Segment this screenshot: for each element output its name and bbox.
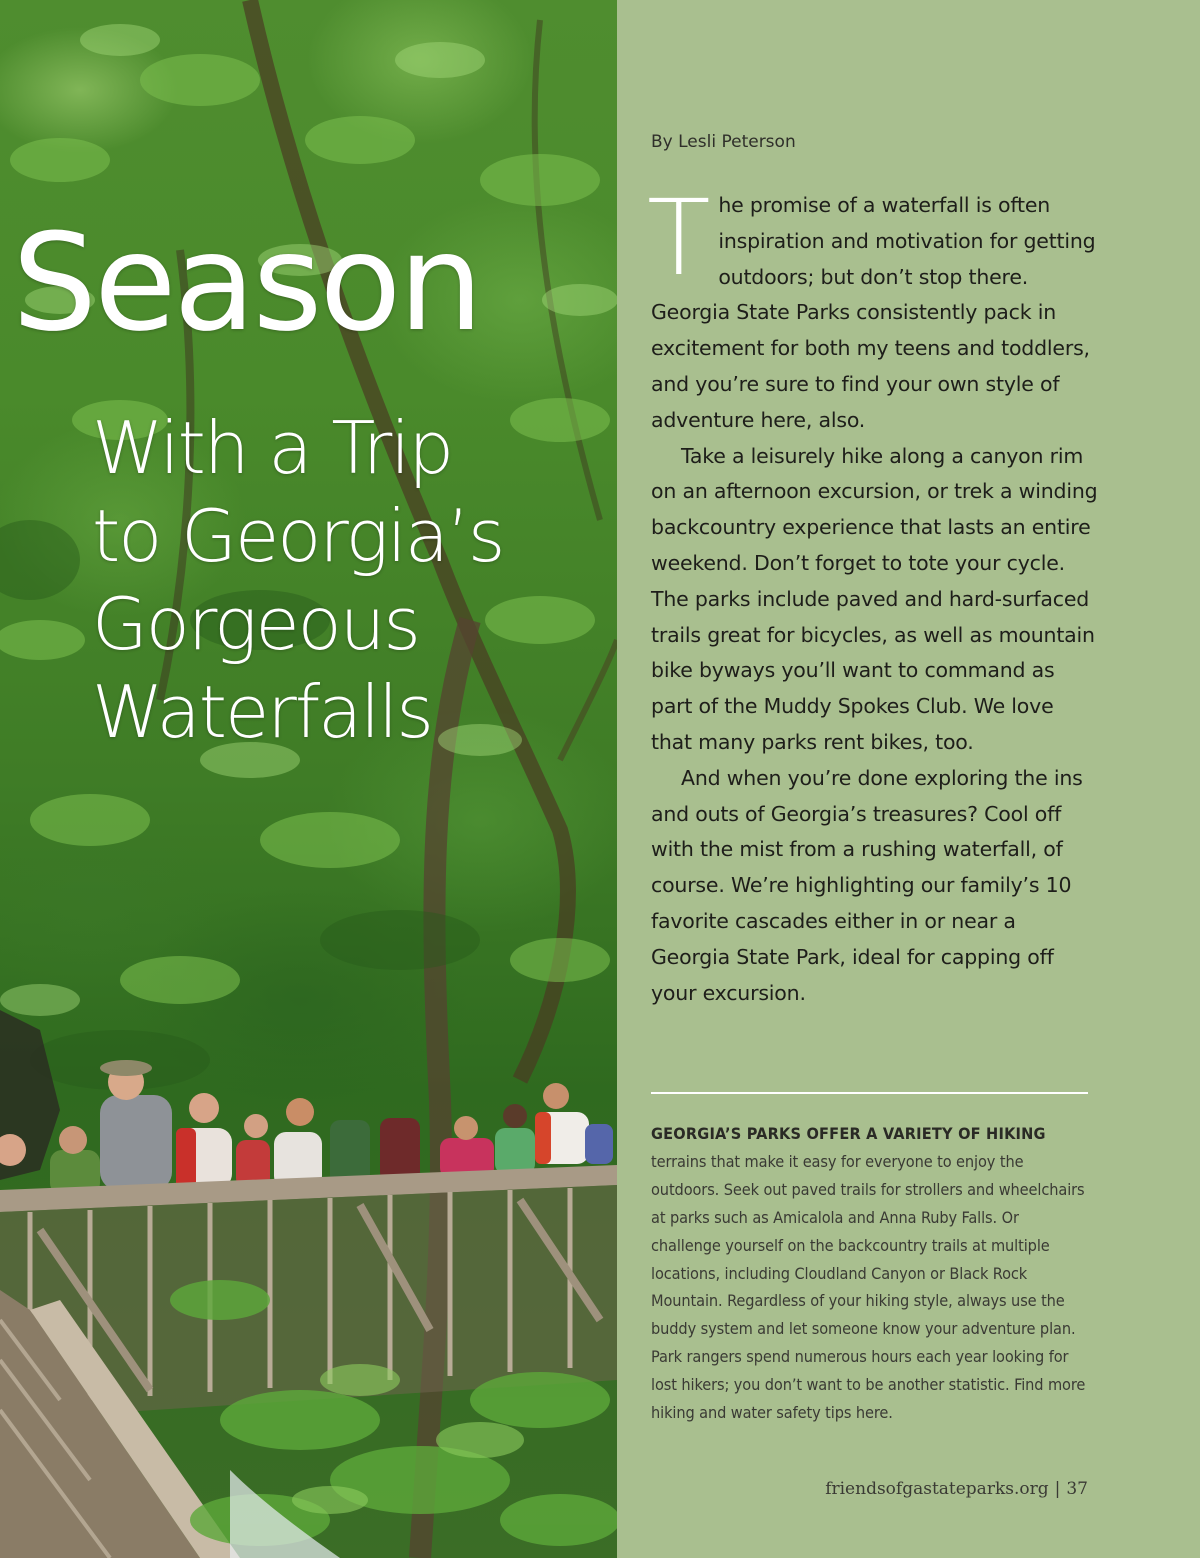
hiking-sidebar	[651, 1120, 1091, 1427]
footer-site: friendsofgastateparks.org	[825, 1479, 1049, 1499]
subtitle-line-1: With a Trip	[92, 406, 453, 490]
subtitle	[92, 404, 503, 756]
page-number: 37	[1066, 1479, 1088, 1499]
drop-cap: T	[647, 177, 711, 299]
subtitle-line-4: Waterfalls	[92, 670, 432, 754]
footer-separator: |	[1054, 1479, 1061, 1499]
article-paragraph-2: Take a leisurely hike along a canyon rim on an afternoon excursion, or trek a winding backcountry experience that lasts an entire weekend. Don’t forget to tote your cycle. The parks include paved and hard-surfaced trails great for bicycles, as well as mountain bike byways you’ll want to command as part of the Muddy Spokes Club. We love that many parks rent bikes, too.	[651, 443, 1098, 754]
subtitle-line-2: to Georgia’s	[92, 494, 504, 578]
article-paragraph-1-text: he promise of a waterfall is often inspiration and motivation for getting outdoors; but don’t stop there. Georgia State Parks consistently pack in excitement for both my teens and toddlers, and you’re sure to find your own style of adventure here, also.	[651, 193, 1096, 432]
title-season: Season	[12, 205, 481, 361]
subtitle-line-3: Gorgeous	[92, 582, 419, 666]
page-footer	[825, 1479, 1088, 1499]
sidebar-body: terrains that make it easy for everyone to enjoy the outdoors. Seek out paved trails for strollers and wheelchairs at parks such as Amicalola and Anna Ruby Falls. Or challenge yourself on the backcountry trails at multiple locations, including Cloudland Canyon or Black Rock Mountain. Regardless of your hiking style, always use the buddy system and let someone know your adventure plan. Park rangers spend numerous hours each year looking for lost hikers; you don’t want to be another statistic. Find more hiking and water safety tips here.	[651, 1151, 1086, 1423]
section-divider	[651, 1092, 1088, 1094]
byline: By Lesli Peterson	[651, 132, 796, 152]
article-body	[647, 177, 1099, 1011]
sidebar-lead: GEORGIA’S PARKS OFFER A VARIETY OF HIKING	[651, 1124, 1046, 1143]
article-paragraph-3: And when you’re done exploring the ins and outs of Georgia’s treasures? Cool off with the mist from a rushing waterfall, of course. We’re highlighting our family’s 10 favorite cascades either in or near a Georgia State Park, ideal for capping off your excursion.	[651, 765, 1083, 1005]
article-paragraph-1	[647, 177, 1099, 439]
